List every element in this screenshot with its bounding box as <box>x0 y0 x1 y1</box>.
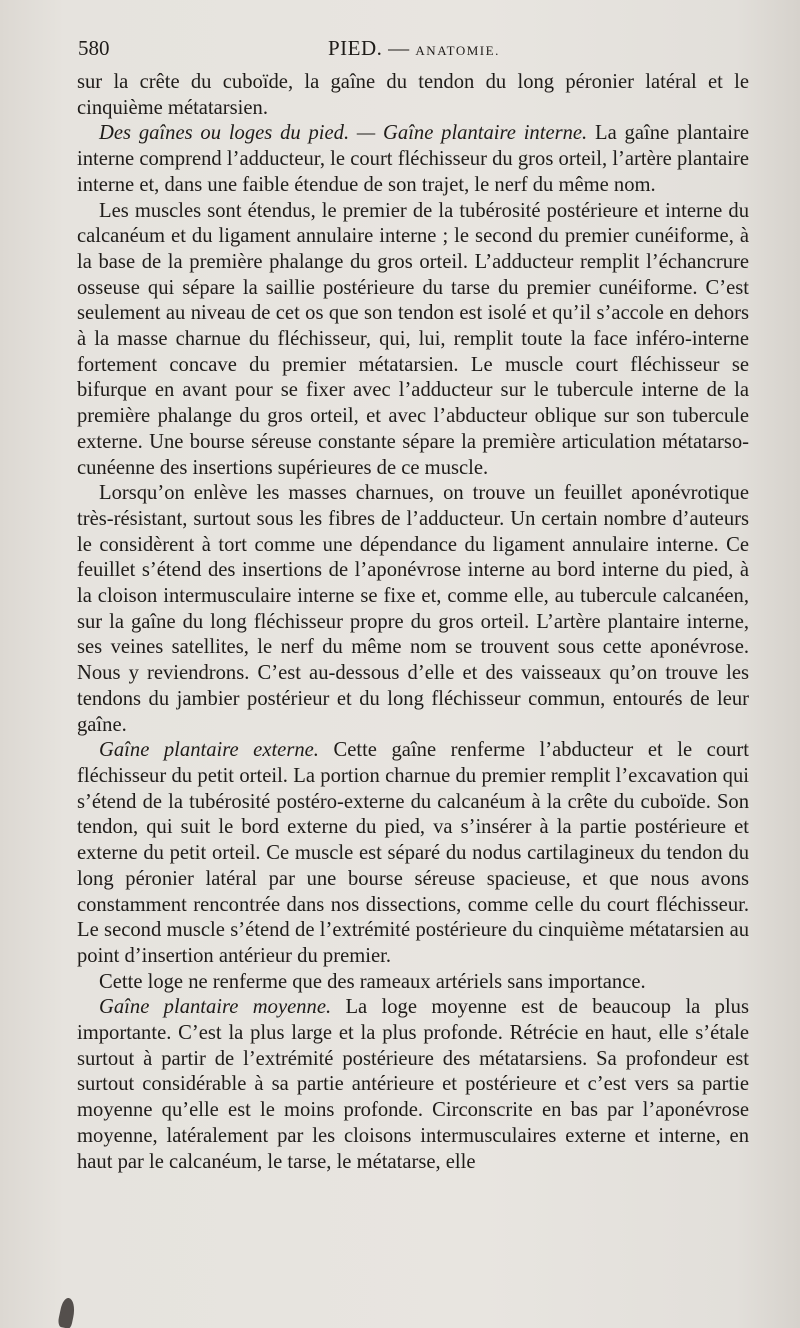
paragraph <box>77 121 749 198</box>
ink-blot-mark <box>57 1297 77 1328</box>
running-header <box>78 36 748 66</box>
running-title-main: PIED. — <box>328 36 410 60</box>
paragraph-text: Cette loge ne renferme que des rameaux artériels sans importance. <box>99 970 646 993</box>
paragraph-lead: Gaîne plantaire externe. <box>99 739 319 762</box>
paragraph-lead: Gaîne plantaire moyenne. <box>99 996 332 1019</box>
paragraph <box>77 199 749 482</box>
page-number: 580 <box>78 36 110 60</box>
paragraph <box>77 738 749 969</box>
body-text <box>77 70 749 1175</box>
paragraph-text: Lorsqu’on enlève les masses charnues, on trouve un feuillet aponévrotique très-résistant, surtout sous les fibres de l’adducteur. Un certain nombre d’auteurs le considèrent à tort comme une dépendance du ligament annulaire interne. Ce feuillet s’étend des insertions de l’aponévrose interne au bord interne du pied, à la cloison intermusculaire interne se fixe et, comme elle, au tubercule calcanéen, sur la gaîne du long fléchisseur propre du gros orteil. L’artère plantaire interne, ses veines satellites, le nerf du même nom se trouvent sous cette aponévrose. Nous y reviendrons. C’est au-dessous d’elle et des vaisseaux qu’on trouve les tendons du jambier postérieur et du long fléchisseur commun, entourés de leur gaîne. <box>77 482 749 736</box>
paragraph-lead: Des gaînes ou loges du pied. — Gaîne plantaire interne. <box>99 122 588 145</box>
paragraph <box>77 481 749 738</box>
running-title-section: ANATOMIE. <box>415 43 500 58</box>
paragraph-text: Les muscles sont étendus, le premier de la tubérosité postérieure et interne du calcanéum et du ligament annulaire interne ; le second du premier cunéiforme, à la base de la première phalange du gros orteil. L’adducteur remplit l’échancrure osseuse qui sépare la saillie postérieure du tarse du premier cunéiforme. C’est seulement au niveau de cet os que son tendon est isolé et qu’il s’accole en dehors à la masse charnue du fléchisseur, qui, lui, remplit toute la face inféro-interne fortement concave du premier métatarsien. Le muscle court fléchisseur se bifurque en avant pour se fixer avec l’adducteur sur le tubercule interne de la première phalange du gros orteil, et avec l’abducteur oblique sur son tubercule externe. Une bourse séreuse constante sépare la première articulation métatarso-cunéenne des insertions supérieures de ce muscle. <box>77 199 749 479</box>
running-title <box>328 36 500 61</box>
paragraph-text: Cette gaîne renferme l’abducteur et le court fléchisseur du petit orteil. La portion charnue du premier remplit l’excavation qui s’étend de la tubérosité postéro-externe du calcanéum à la crête du cuboïde. Son tendon, qui suit le bord externe du pied, va s’insérer à la partie postérieure et externe du petit orteil. Ce muscle est séparé du nodus cartilagineux du tendon du long péronier latéral par une bourse séreuse spacieuse, et que nous avons constamment rencontrée dans nos dissections, comme celle du court fléchisseur. Le second muscle s’étend de l’extrémité postérieure du cinquième métatarsien au point d’insertion antérieur du premier. <box>77 739 749 967</box>
paragraph <box>77 70 749 121</box>
paragraph <box>77 995 749 1175</box>
paragraph <box>77 970 749 996</box>
paragraph-text: La loge moyenne est de beaucoup la plus importante. C’est la plus large et la plus profonde. Rétrécie en haut, elle s’étale surtout à partir de l’extrémité postérieure des métatarsiens. Sa profondeur est surtout considérable à sa partie antérieure et postérieure et c’est vers sa partie moyenne qu’elle est le moins profonde. Circonscrite en bas par l’aponévrose moyenne, latéralement par les cloisons intermusculaires externe et interne, en haut par le calcanéum, le tarse, le métatarse, elle <box>77 996 749 1173</box>
paragraph-text: La gaîne plantaire interne comprend l’adducteur, le court fléchisseur du gros orteil, l’artère plantaire interne et, dans une faible étendue de son trajet, le nerf du même nom. <box>77 122 749 196</box>
paragraph-text: sur la crête du cuboïde, la gaîne du tendon du long péronier latéral et le cinquième métatarsien. <box>77 71 749 119</box>
